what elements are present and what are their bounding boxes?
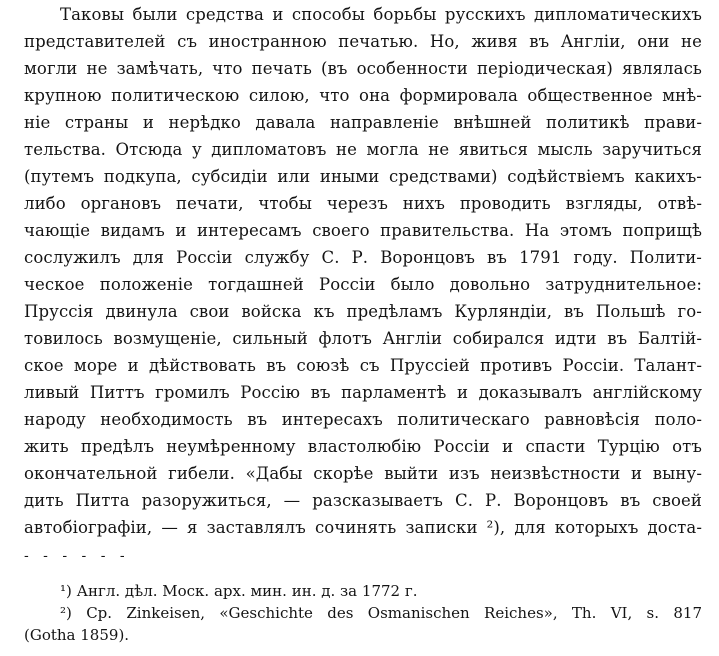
text-line: автобіографіи, — я заставлялъ сочинять записки ²), для которыхъ доста- bbox=[24, 518, 702, 537]
text-line: сослужилъ для Россіи службу С. Р. Воронцовъ въ 1791 году. Полити- bbox=[24, 248, 702, 267]
text-line: ливый Питтъ громилъ Россію въ парламентѣ и доказывалъ англійскому bbox=[24, 383, 702, 402]
footnote-2: ²) Ср. Zinkeisen, «Geschichte des Osmanischen Reiches», Th. VI, s. 817 bbox=[60, 604, 702, 622]
footnote-1: ¹) Англ. дѣл. Моск. арх. мин. ин. д. за 1772 г. bbox=[60, 582, 418, 600]
text-line: (путемъ подкупа, субсидіи или иными средствами) содѣйствіемъ какихъ- bbox=[24, 167, 702, 186]
text-line: могли не замѣчать, что печать (въ особенности періодическая) являлась bbox=[24, 59, 702, 78]
text-line: дить Питта разоружиться, — разсказываетъ С. Р. Воронцовъ въ своей bbox=[24, 491, 702, 510]
footnote-separator: - - - - - - bbox=[24, 548, 130, 564]
text-line: тельства. Отсюда у дипломатовъ не могла не явиться мысль заручиться bbox=[24, 140, 702, 159]
footnote-2-continuation: (Gotha 1859). bbox=[24, 626, 130, 644]
text-line: чающіе видамъ и интересамъ своего правительства. На этомъ поприщѣ bbox=[24, 221, 702, 240]
text-line: народу необходимость въ интересахъ политическаго равновѣсія поло- bbox=[24, 410, 702, 429]
text-line: окончательной гибели. «Дабы скорѣе выйти изъ неизвѣстности и выну- bbox=[24, 464, 702, 483]
text-line: ческое положеніе тогдашней Россіи было довольно затруднительное: bbox=[24, 275, 702, 294]
text-line: ніе страны и нерѣдко давала направленіе внѣшней политикѣ прави- bbox=[24, 113, 702, 132]
text-line: представителей съ иностранною печатью. Но, живя въ Англіи, они не bbox=[24, 32, 702, 51]
text-line: крупною политическою силою, что она формировала общественное мнѣ- bbox=[24, 86, 702, 105]
text-line: Таковы были средства и способы борьбы русскихъ дипломатическихъ bbox=[60, 5, 702, 24]
text-line: жить предѣлъ неумѣренному властолюбію Россіи и спасти Турцію отъ bbox=[24, 437, 702, 456]
text-line: товилось возмущеніе, сильный флотъ Англіи собирался идти въ Балтій- bbox=[24, 329, 702, 348]
text-line: ское море и дѣйствовать въ союзѣ съ Пруссіей противъ Россіи. Талант- bbox=[24, 356, 702, 375]
text-line: либо органовъ печати, чтобы черезъ нихъ проводить взгляды, отвѣ- bbox=[24, 194, 702, 213]
text-line: Пруссія двинула свои войска къ предѣламъ Курляндіи, въ Польшѣ го- bbox=[24, 302, 702, 321]
